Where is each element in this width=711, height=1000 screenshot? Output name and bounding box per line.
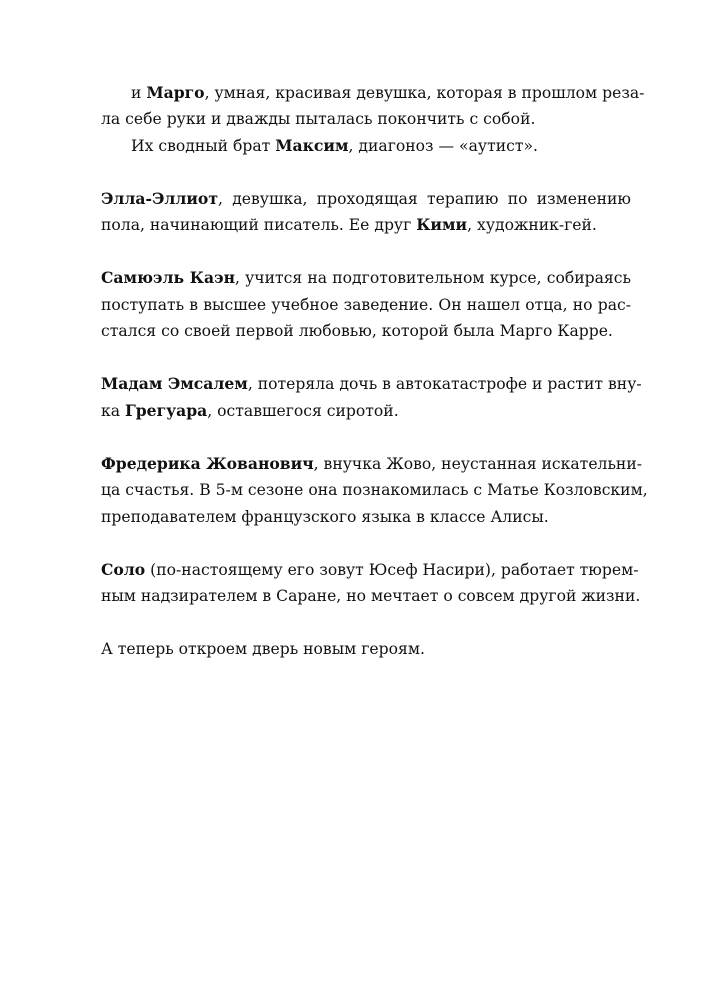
character-name: Кими <box>416 215 468 235</box>
paragraph-gap <box>101 344 631 371</box>
paragraph-samuel <box>101 265 631 344</box>
text-line: Соло (по-настоящему его зовут Юсеф Насири), работает тюрем- <box>101 559 639 579</box>
text-line: А теперь откроем дверь новым героям. <box>101 640 425 659</box>
paragraph-gap <box>101 609 631 636</box>
character-name: Грегуара <box>125 400 208 420</box>
character-name: Самюэль Каэн <box>101 268 235 288</box>
text-line: Мадам Эмсалем, потеряла дочь в автокатастрофе и растит вну- <box>101 374 642 394</box>
paragraph-margo <box>101 80 645 133</box>
text-line: пола, начинающий писатель. Ее друг Кими, художник-гей. <box>101 215 597 235</box>
paragraph-solo <box>101 557 641 610</box>
text-line: Элла-Эллиот, девушка, проходящая терапию по изменению <box>101 188 631 208</box>
text-line: Их сводный брат Максим, диагоноз — «аутист». <box>131 135 538 155</box>
paragraph-gap <box>101 159 631 186</box>
character-name: Фредерика Жованович <box>101 453 314 473</box>
paragraph-gap <box>101 530 631 557</box>
text-line: ным надзирателем в Саране, но мечтает о совсем другой жизни. <box>101 587 641 606</box>
paragraph-closing <box>101 636 631 662</box>
paragraph-emsalem <box>101 371 642 424</box>
text-line: стался со своей первой любовью, которой была Марго Карре. <box>101 322 613 341</box>
text-line: ца счастья. В 5-м сезоне она познакомилась с Матье Козловским, <box>101 481 648 500</box>
paragraph-maxim <box>101 133 631 159</box>
text-line: преподавателем французского языка в классе Алисы. <box>101 507 549 526</box>
character-name: Соло <box>101 559 146 579</box>
paragraph-frederika <box>101 451 648 530</box>
text-line: Фредерика Жованович, внучка Жово, неустанная искательни- <box>101 453 642 473</box>
character-name: Марго <box>146 83 205 102</box>
paragraph-gap <box>101 238 631 265</box>
text-line: ла себе руки и дважды пыталась покончить с собой. <box>101 110 536 129</box>
text-line: ка Грегуара, оставшегося сиротой. <box>101 400 399 420</box>
character-name: Максим <box>275 135 349 155</box>
book-page <box>101 80 648 663</box>
character-name: Элла-Эллиот <box>101 188 218 208</box>
text-line: Самюэль Каэн, учится на подготовительном курсе, собираясь <box>101 268 631 288</box>
paragraph-ella <box>101 186 631 239</box>
paragraph-gap <box>101 424 631 451</box>
text-line: поступать в высшее учебное заведение. Он нашел отца, но рас- <box>101 295 631 314</box>
character-name: Мадам Эмсалем <box>101 374 248 394</box>
text-line: и Марго, умная, красивая девушка, которая в прошлом реза- <box>131 83 645 102</box>
